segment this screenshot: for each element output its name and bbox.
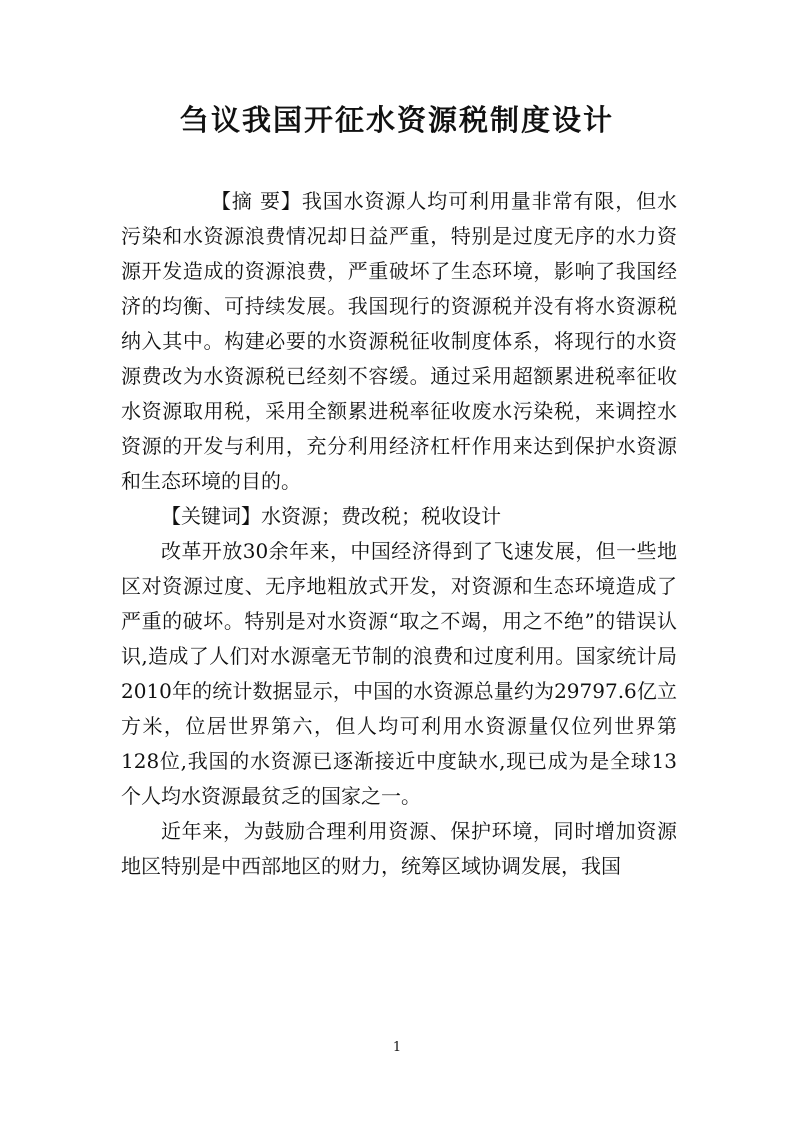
body-paragraph-2: 近年来，为鼓励合理利用资源、保护环境，同时增加资源地区特别是中西部地区的财力，统筹区域协调发展，我国 [121,819,677,878]
document-title: 刍议我国开征水资源税制度设计 [179,103,614,137]
document-body [121,184,677,884]
page-number: 1 [392,1040,402,1055]
abstract-paragraph: 【摘 要】我国水资源人均可利用量非常有限，但水污染和水资源浪费情况却日益严重，特别是过度无序的水力资源开发造成的资源浪费，严重破坏了生态环境，影响了我国经济的均衡、可持续发展。我国现行的资源税并没有将水资源税纳入其中。构建必要的水资源税征收制度体系，将现行的水资源费改为水资源税已经刻不容缓。通过采用超额累进税率征收水资源取用税，采用全额累进税率征收废水污染税，来调控水资源的开发与利用，充分利用经济杠杆作用来达到保护水资源和生态环境的目的。 [121,189,677,493]
body-paragraph-1: 改革开放30余年来，中国经济得到了飞速发展，但一些地区对资源过度、无序地粗放式开发，对资源和生态环境造成了严重的破坏。特别是对水资源“取之不竭，用之不绝”的错误认识,造成了人们对水源毫无节制的浪费和过度利用。国家统计局2010年的统计数据显示，中国的水资源总量约为29797.6亿立方米，位居世界第六，但人均可利用水资源量仅位列世界第128位,我国的水资源已逐渐接近中度缺水,现已成为是全球13个人均水资源最贫乏的国家之一。 [121,539,677,808]
keywords-paragraph: 【关键词】水资源；费改税；税收设计 [161,504,501,528]
